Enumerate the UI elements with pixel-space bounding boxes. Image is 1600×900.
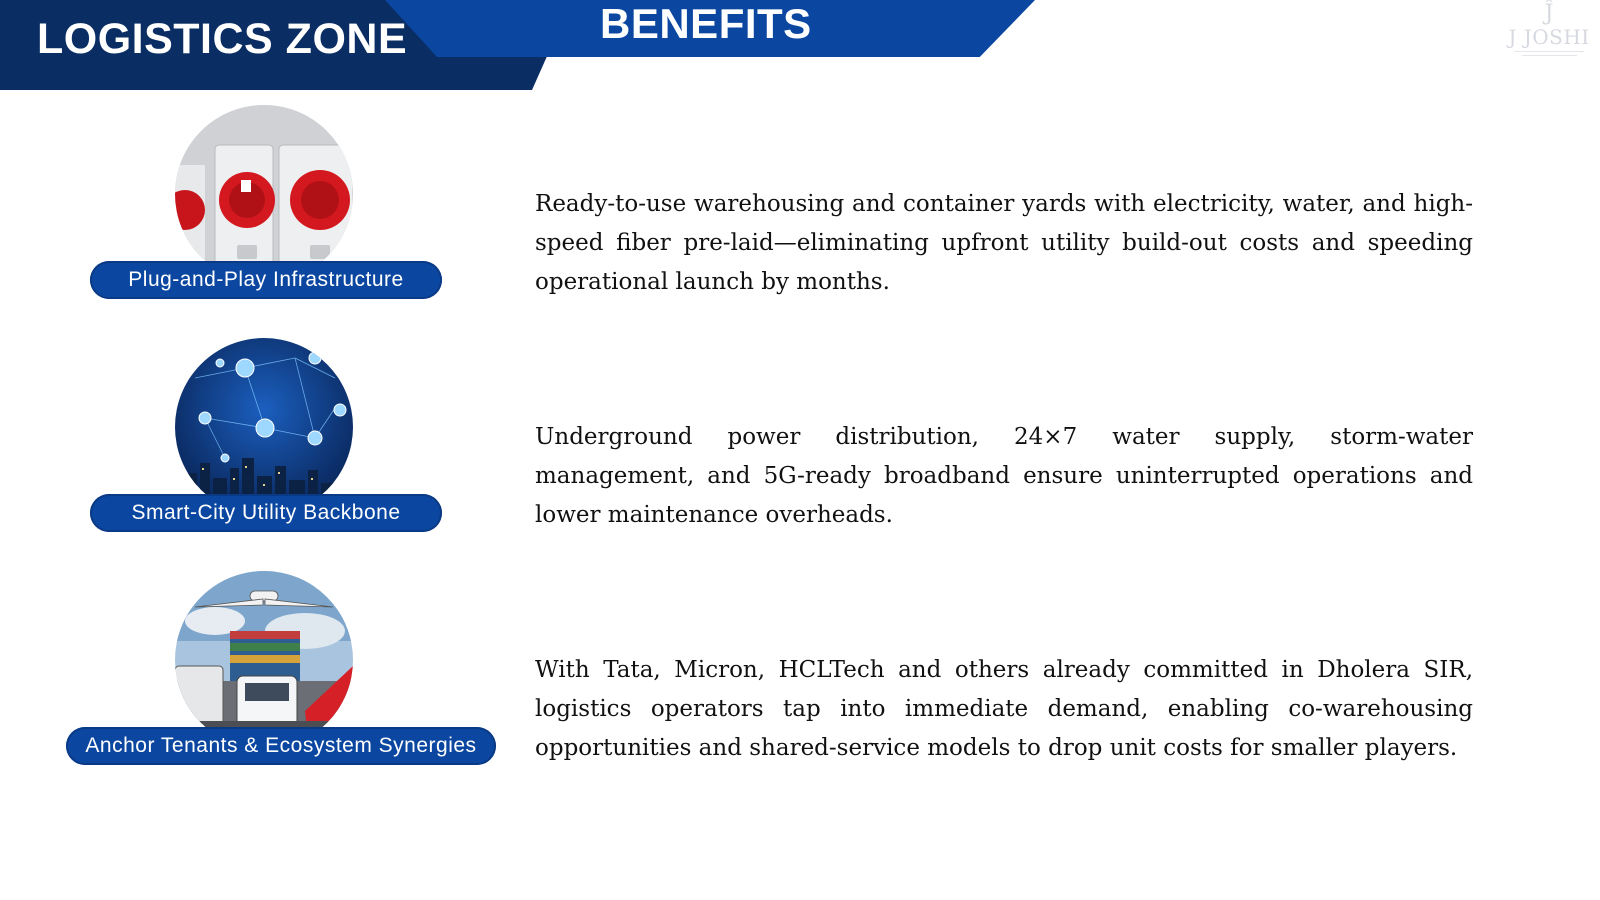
zone-title: LOGISTICS ZONE	[37, 15, 408, 63]
benefit-label: Smart-City Utility Backbone	[90, 494, 442, 532]
benefit-description: With Tata, Micron, HCLTech and others already committed in Dholera SIR, logistics operators tap into immediate demand, enabling co-warehousing opportunities and shared-service models to drop unit costs for smaller players.	[535, 657, 1473, 761]
logo-divider	[1522, 55, 1577, 56]
brand-logo	[1505, 2, 1593, 58]
power-socket-icon	[175, 105, 353, 283]
benefit-label: Plug-and-Play Infrastructure	[90, 261, 442, 299]
benefit-image-multimodal-transport	[175, 571, 353, 749]
section-title: BENEFITS	[600, 0, 812, 47]
logo-text: J JOSHI	[1508, 25, 1590, 49]
benefit-description: Ready-to-use warehousing and container yards with electricity, water, and high-speed fiber pre-laid—eliminating upfront utility build-out costs and speeding operational launch by months.	[535, 191, 1473, 295]
benefit-description: Underground power distribution, 24×7 water supply, storm-water management, and 5G-ready broadband ensure uninterrupted operations and lower maintenance overheads.	[535, 424, 1473, 528]
benefit-row-anchor-tenants	[0, 571, 1600, 781]
benefit-image-smart-city	[175, 338, 353, 516]
logo-divider	[1514, 51, 1584, 52]
smart-city-network-icon	[175, 338, 353, 516]
benefit-row-plug-and-play	[0, 105, 1600, 315]
logo-mark-icon: Ĵ	[1544, 1, 1554, 26]
transport-icon	[175, 571, 353, 749]
benefit-row-smart-city	[0, 338, 1600, 548]
benefit-label: Anchor Tenants & Ecosystem Synergies	[66, 727, 496, 765]
benefit-image-power-sockets	[175, 105, 353, 283]
